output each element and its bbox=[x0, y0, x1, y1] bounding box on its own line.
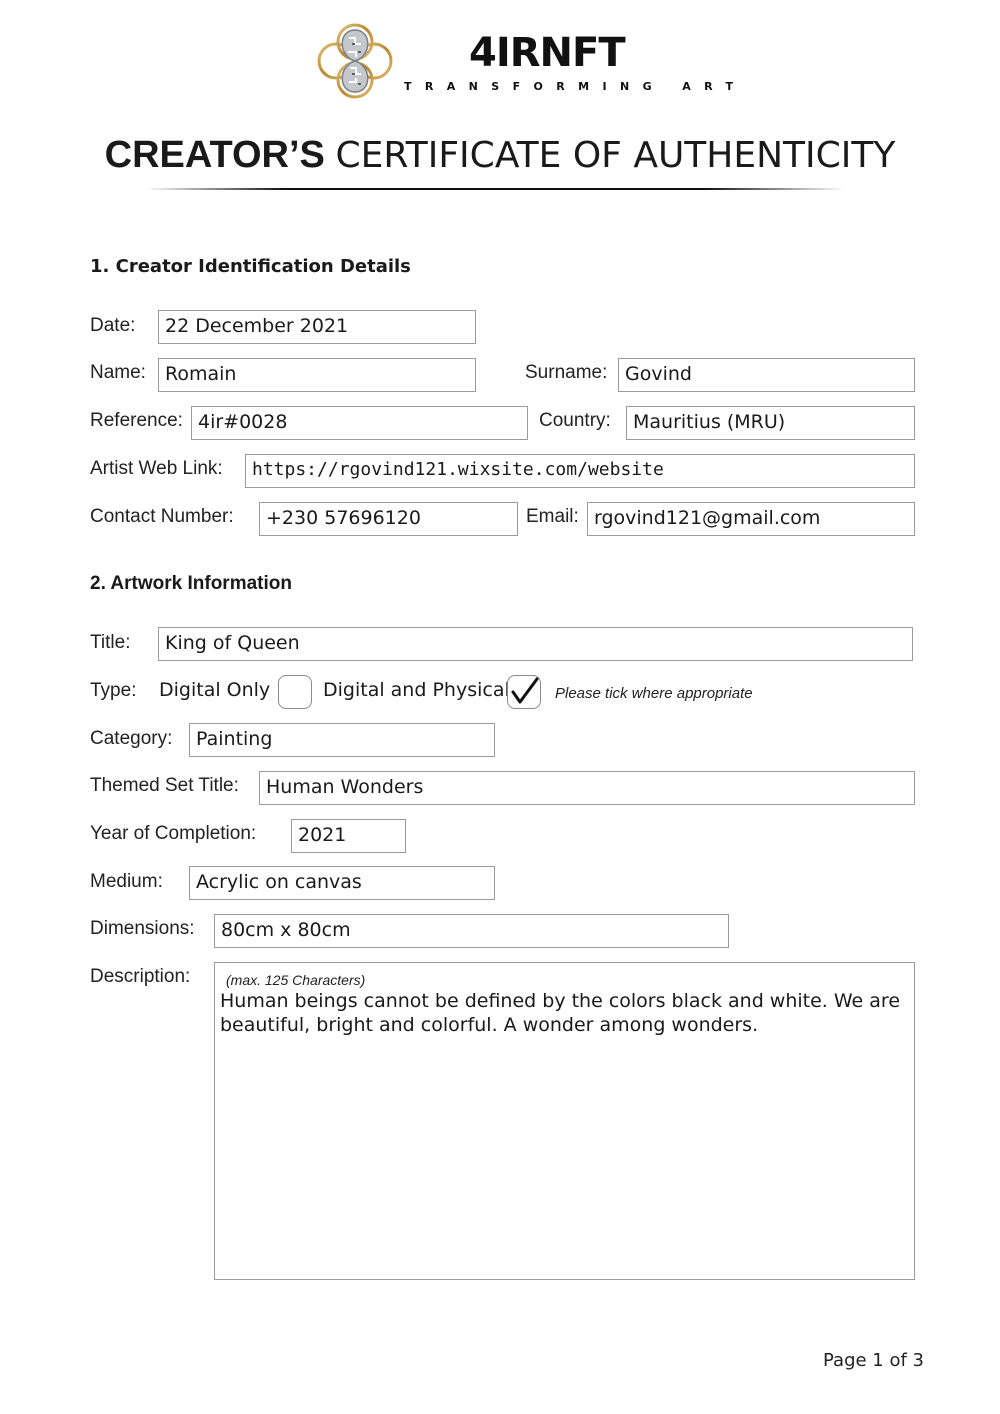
year-label: Year of Completion: bbox=[90, 823, 257, 844]
reference-field[interactable]: 4ir#0028 bbox=[191, 406, 528, 440]
type-label: Type: bbox=[90, 680, 137, 701]
country-field[interactable]: Mauritius (MRU) bbox=[626, 406, 915, 440]
dimensions-label: Dimensions: bbox=[90, 918, 195, 939]
title-rest-part: CERTIFICATE OF AUTHENTICITY bbox=[335, 135, 896, 176]
document-title bbox=[0, 134, 1000, 177]
title-divider bbox=[145, 188, 845, 190]
type-digital-physical-checkbox[interactable] bbox=[507, 675, 541, 709]
country-label: Country: bbox=[539, 410, 611, 431]
email-label: Email: bbox=[526, 506, 579, 527]
name-field[interactable]: Romain bbox=[158, 358, 476, 392]
themed-set-label: Themed Set Title: bbox=[90, 775, 239, 796]
brand-tagline: TRANSFORMING ART bbox=[404, 80, 747, 93]
page-number: Page 1 of 3 bbox=[823, 1350, 924, 1371]
medium-field[interactable]: Acrylic on canvas bbox=[189, 866, 495, 900]
weblink-field[interactable]: https://rgovind121.wixsite.com/website bbox=[245, 454, 915, 488]
checkmark-icon bbox=[507, 675, 541, 709]
date-field[interactable]: 22 December 2021 bbox=[158, 310, 476, 344]
section1-heading: 1. Creator Identification Details bbox=[90, 256, 411, 277]
description-hint: (max. 125 Characters) bbox=[226, 972, 366, 988]
medium-label: Medium: bbox=[90, 871, 163, 892]
date-label: Date: bbox=[90, 315, 136, 336]
type-digital-only-label: Digital Only bbox=[159, 679, 271, 701]
themed-set-field[interactable]: Human Wonders bbox=[259, 771, 915, 805]
surname-label: Surname: bbox=[525, 362, 608, 383]
type-digital-only-checkbox[interactable] bbox=[278, 675, 312, 709]
title-bold-part: CREATOR’S bbox=[104, 134, 325, 176]
description-text: Human beings cannot be defined by the colors black and white. We are beautiful, bright and colorful. A wonder among wonders. bbox=[220, 990, 901, 1036]
surname-field[interactable]: Govind bbox=[618, 358, 915, 392]
name-label: Name: bbox=[90, 362, 146, 383]
dimensions-field[interactable]: 80cm x 80cm bbox=[214, 914, 729, 948]
contact-field[interactable]: +230 57696120 bbox=[259, 502, 518, 536]
brand-header bbox=[316, 22, 747, 102]
section2-heading: 2. Artwork Information bbox=[90, 573, 292, 594]
reference-label: Reference: bbox=[90, 410, 183, 431]
type-hint: Please tick where appropriate bbox=[555, 685, 753, 702]
artwork-title-field[interactable]: King of Queen bbox=[158, 627, 913, 661]
title-label: Title: bbox=[90, 632, 131, 653]
type-digital-physical-label: Digital and Physical bbox=[323, 679, 510, 701]
category-label: Category: bbox=[90, 728, 173, 749]
year-field[interactable]: 2021 bbox=[291, 819, 406, 853]
contact-label: Contact Number: bbox=[90, 506, 234, 527]
weblink-label: Artist Web Link: bbox=[90, 458, 223, 479]
email-field[interactable]: rgovind121@gmail.com bbox=[587, 502, 915, 536]
category-field[interactable]: Painting bbox=[189, 723, 495, 757]
description-field[interactable] bbox=[214, 962, 915, 1280]
brand-name: 4IRNFT bbox=[469, 30, 625, 76]
description-label: Description: bbox=[90, 966, 191, 987]
infinity-logo-icon bbox=[316, 22, 394, 100]
